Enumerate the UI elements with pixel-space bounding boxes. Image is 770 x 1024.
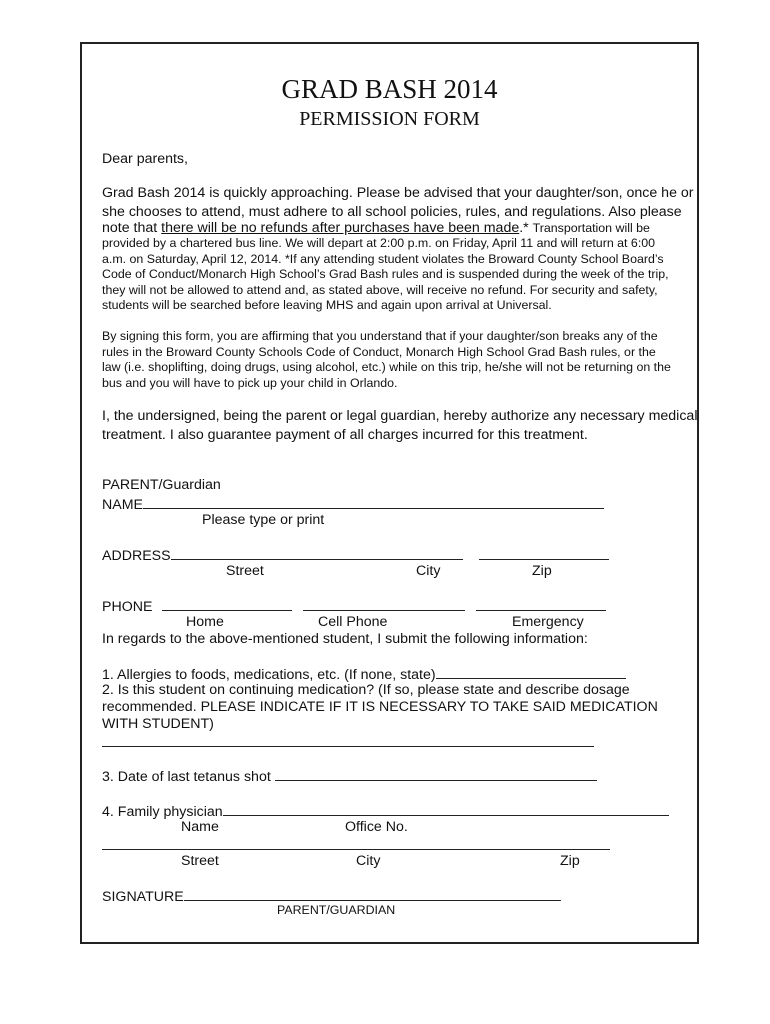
greeting: Dear parents, (102, 151, 188, 167)
phone-cell-field[interactable] (303, 596, 465, 611)
physician-zip-label: Zip (560, 853, 580, 869)
address-city-label: City (416, 563, 441, 579)
signature-field[interactable] (184, 886, 561, 901)
q3-label: 3. Date of last tetanus shot (102, 769, 275, 785)
physician-address-field[interactable] (102, 835, 610, 850)
intro-small-line-2: a.m. on Saturday, April 12, 2014. *If any attending student violates the Broward County School Board’s (102, 252, 664, 266)
parent-heading: PARENT/Guardian (102, 477, 221, 493)
parent-name-label: NAME (102, 497, 143, 513)
q4-label: 4. Family physician (102, 804, 223, 820)
info-intro: In regards to the above-mentioned student, I submit the following information: (102, 631, 588, 647)
intro-line-3-pre: note that (102, 220, 162, 236)
intro-small-line-1: provided by a chartered bus line. We will depart at 2:00 p.m. on Friday, April 11 and will return at 6:00 (102, 236, 656, 250)
medication-field[interactable] (102, 732, 594, 747)
parent-name-row (102, 494, 604, 515)
q1-label: 1. Allergies to foods, medications, etc. (If none, state) (102, 667, 436, 683)
physician-city-label: City (356, 853, 381, 869)
address-zip-field[interactable] (479, 545, 609, 560)
no-refunds-notice: there will be no refunds after purchases have been made (161, 220, 520, 236)
parent-name-field[interactable] (143, 494, 604, 509)
intro-small-line-3: Code of Conduct/Monarch High School’s Grad Bash rules and is suspended during the week of the trip, (102, 267, 669, 281)
physician-name-label: Name (181, 819, 219, 835)
physician-name-office-field[interactable] (223, 801, 669, 816)
agreement-line-2: rules in the Broward County Schools Code of Conduct, Monarch High School Grad Bash rules, or the (102, 345, 656, 359)
intro-line-1: Grad Bash 2014 is quickly approaching. Please be advised that your daughter/son, once he or (102, 185, 694, 201)
agreement-line-1: By signing this form, you are affirming that you understand that if your daughter/son breaks any of the (102, 329, 658, 343)
medication-row (102, 732, 594, 753)
signature-hint: PARENT/GUARDIAN (277, 903, 396, 917)
page-title: GRAD BASH 2014 (281, 74, 498, 104)
intro-small-line-5: students will be searched before leaving MHS and again upon arrival at Universal. (102, 298, 552, 312)
signature-label: SIGNATURE (102, 889, 184, 905)
address-zip-label: Zip (532, 563, 552, 579)
address-street-city-field[interactable] (171, 545, 463, 560)
physician-office-label: Office No. (345, 819, 408, 835)
intro-line-2: she chooses to attend, must adhere to all school policies, rules, and regulations. Also please (102, 204, 682, 220)
intro-small-line-4: they will not be allowed to attend and, as stated above, will receive no refund. For security and safety, (102, 283, 658, 297)
intro-line-3-small: Transportation will be (532, 221, 650, 235)
phone-home-field[interactable] (162, 596, 292, 611)
q2-line-2: recommended. PLEASE INDICATE IF IT IS NECESSARY TO TAKE SAID MEDICATION (102, 699, 658, 715)
phone-home-label: Home (186, 614, 224, 630)
authorization-line-1: I, the undersigned, being the parent or legal guardian, hereby authorize any necessary medical (102, 408, 698, 424)
phone-emergency-label: Emergency (512, 614, 584, 630)
agreement-line-4: bus and you will have to pick up your child in Orlando. (102, 376, 398, 390)
physician-street-label: Street (181, 853, 219, 869)
phone-emergency-field[interactable] (476, 596, 606, 611)
page-subtitle: PERMISSION FORM (299, 108, 480, 130)
phone-cell-label: Cell Phone (318, 614, 388, 630)
q3-row (102, 766, 597, 787)
authorization-line-2: treatment. I also guarantee payment of all charges incurred for this treatment. (102, 427, 588, 443)
address-label: ADDRESS (102, 548, 171, 564)
address-street-label: Street (226, 563, 264, 579)
q2-line-3: WITH STUDENT) (102, 716, 214, 732)
q2-line-1: 2. Is this student on continuing medication? (If so, please state and describe dosage (102, 682, 630, 698)
allergies-field[interactable] (436, 664, 626, 679)
phone-label: PHONE (102, 599, 153, 615)
intro-line-3-post: .* (519, 220, 533, 236)
tetanus-date-field[interactable] (275, 766, 597, 781)
parent-name-hint: Please type or print (202, 512, 325, 528)
agreement-line-3: law (i.e. shoplifting, doing drugs, using alcohol, etc.) while on this trip, he/she will not be returning on the (102, 360, 671, 374)
